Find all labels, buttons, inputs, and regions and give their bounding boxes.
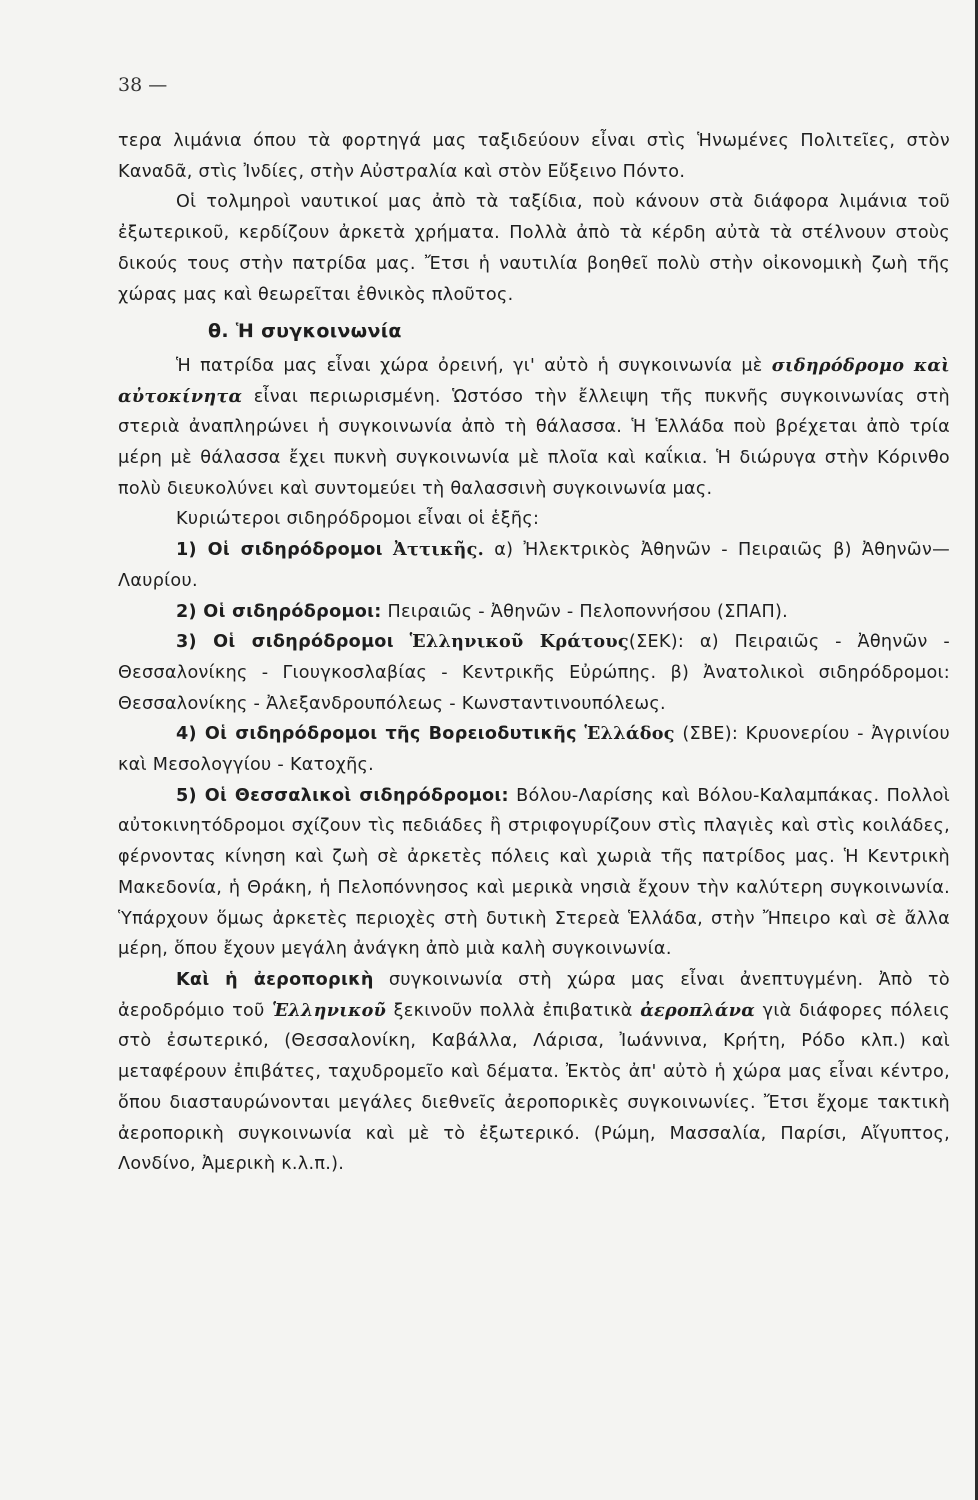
paragraph-3 — [118, 351, 950, 505]
list-item-2 — [118, 597, 950, 628]
list-item-5 — [118, 781, 950, 965]
p5-lead: Καὶ ἡ ἀεροπορικὴ — [176, 969, 374, 990]
item3-lead: 3) Οἱ σιδηρόδρομοι — [176, 632, 394, 653]
paragraph-1: τερα λιμάνια όπου τὰ φορτηγά μας ταξιδεύουν εἶναι στὶς Ἡνωμένες Πολιτεῖες, στὸν Καναδᾶ, στὶς Ἰνδίες, στὴν Αὐστραλία καὶ στὸν Εὔξεινο Πόντο. — [118, 131, 950, 182]
item1-lead: 1) Οἱ σιδηρόδρομοι — [176, 540, 383, 561]
body-text — [118, 126, 950, 1180]
item3-rest: (ΣΕΚ): α) Πειραιῶς - Ἀθηνῶν - Θεσσαλονίκης - Γιουγκοσλαβίας - Κεντρικῆς Εὐρώπης. β) Ἀνατολικοὶ σιδηρόδρομοι: Θεσσαλονίκης - Ἀλεξανδρουπόλεως - Κωνσταντινουπόλεως. — [118, 632, 950, 714]
item5-lead: 5) Οἱ Θεσσαλικοὶ σιδηρόδρομοι: — [176, 785, 509, 806]
item4-rest: (ΣΒΕ): Κρυονερίου - Ἀγρινίου καὶ Μεσολογγίου - Κατοχῆς. — [118, 724, 950, 776]
p5-emphasis-b: Ἑλληνικοῦ — [272, 999, 387, 1021]
page-number: 38 — — [118, 74, 168, 96]
p5-text-a: συγκοινωνία στὴ χώρα μας εἶναι ἀνεπτυγμένη. Ἀπὸ τὸ ἀεροδρόμιο τοῦ — [118, 969, 950, 1021]
item2-rest: Πειραιῶς - Ἀθηνῶν - Πελοποννήσου (ΣΠΑΠ). — [387, 601, 789, 622]
list-item-1 — [118, 535, 950, 596]
p5-emphasis-d: ἀεροπλάνα — [640, 999, 756, 1021]
p5-text-e: γιὰ διάφορες πόλεις στὸ ἐσωτερικό, (Θεσσαλονίκη, Καβάλλα, Λάρισα, Ἰωάννινα, Κρήτη, Ρόδο κλπ.) καὶ μεταφέρουν ἐπιβάτες, ταχυδρομεῖο καὶ δέματα. Ἐκτὸς ἀπ' αὐτὸ ἡ χώρα μας εἶναι κέντρο, ὅπου διασταυρώνονται μεγάλες διεθνεῖς ἀεροπορικὲς συγκοινωνίες. Ἔτσι ἔχομε τακτικὴ ἀεροπορικὴ συγκοινωνία καὶ μὲ τὸ ἐξωτερικό. (Ρώμη, Μασσαλία, Παρίσι, Αἴγυπτος, Λονδίνο, Ἀμερικὴ κ.λ.π.). — [118, 1000, 950, 1175]
item1-name: Ἀττικῆς. — [393, 539, 485, 561]
item5-rest: Βόλου-Λαρίσης καὶ Βόλου-Καλαμπάκας. Πολλοὶ αὐτοκινητόδρομοι σχίζουν τὶς πεδιάδες ἢ στριφογυρίζουν στὶς πλαγιὲς καὶ στὶς κοιλάδες, φέρνοντας κίνηση καὶ ζωὴ σὲ ἀρκετὲς πόλεις καὶ χωριὰ τῆς πατρίδος μας. Ἡ Κεντρικὴ Μακεδονία, ἡ Θράκη, ἡ Πελοπόννησος καὶ μερικὰ νησιὰ ἔχουν τὴν καλύτερη συγκοινωνία. Ὑπάρχουν ὅμως ἀρκετὲς περιοχὲς στὴ δυτικὴ Στερεὰ Ἑλλάδα, στὴν Ἤπειρο καὶ σὲ ἄλλα μέρη, ὅπου ἔχουν μεγάλη ἀνάγκη ἀπὸ μιὰ καλὴ συγκοινωνία. — [118, 785, 950, 960]
item4-lead: 4) Οἱ σιδηρόδρομοι τῆς Βορειοδυτικῆς — [176, 724, 577, 745]
item4-name: Ἑλλάδος — [584, 723, 675, 745]
section-title: θ. Ἡ συγκοινωνία — [208, 320, 402, 343]
item2-lead: 2) Οἱ σιδηρόδρομοι: — [176, 601, 382, 622]
p3-text-a: Ἡ πατρίδα μας εἶναι χώρα ὀρεινή, γι' αὐτὸ ἡ συγκοινωνία μὲ — [176, 355, 763, 376]
list-item-4 — [118, 719, 950, 780]
list-item-3 — [118, 627, 950, 719]
paragraph-5 — [118, 965, 950, 1180]
paragraph-4: Κυριώτεροι σιδηρόδρομοι εἶναι οἱ ἑξῆς: — [176, 509, 540, 530]
item1-rest: α) Ἠλεκτρικὸς Ἀθηνῶν - Πειραιῶς β) Ἀθηνῶν—Λαυρίου. — [118, 540, 950, 591]
paragraph-2: Οἱ τολμηροὶ ναυτικοί μας ἀπὸ τὰ ταξίδια, ποὺ κάνουν στὰ διάφορα λιμάνια τοῦ ἐξωτερικοῦ, κερδίζουν ἀρκετὰ χρήματα. Πολλὰ ἀπὸ τὰ κέρδη αὐτὰ τὰ στέλνουν στοὺς δικούς τους στὴν πατρίδα μας. Ἔτσι ἡ ναυτιλία βοηθεῖ πολὺ στὴν οἰκονομικὴ ζωὴ τῆς χώρας μας καὶ θεωρεῖται ἐθνικὸς πλοῦτος. — [118, 192, 950, 305]
p3-text-c: εἶναι περιωρισμένη. Ὡστόσο τὴν ἔλλειψη τῆς πυκνῆς συγκοινωνίας στὴ στεριὰ ἀναπληρώνει ἡ συγκοινωνία ἀπὸ τὴ θάλασσα. Ἡ Ἑλλάδα ποὺ βρέχεται ἀπὸ τρία μέρη μὲ θάλασσα ἔχει πυκνὴ συγκοινωνία μὲ πλοῖα καὶ καΐκια. Ἡ διώρυγα στὴν Κόρινθο πολὺ διευκολύνει καὶ συντομεύει τὴ θαλασσινὴ συγκοινωνία μας. — [118, 386, 950, 499]
item3-name: Ἑλληνικοῦ Κράτους — [409, 631, 629, 653]
p3-emphasis: σιδηρόδρομο καὶ αὐτοκίνητα — [118, 354, 950, 407]
p5-text-c: ξεκινοῦν πολλὰ ἐπιβατικὰ — [393, 1000, 633, 1021]
